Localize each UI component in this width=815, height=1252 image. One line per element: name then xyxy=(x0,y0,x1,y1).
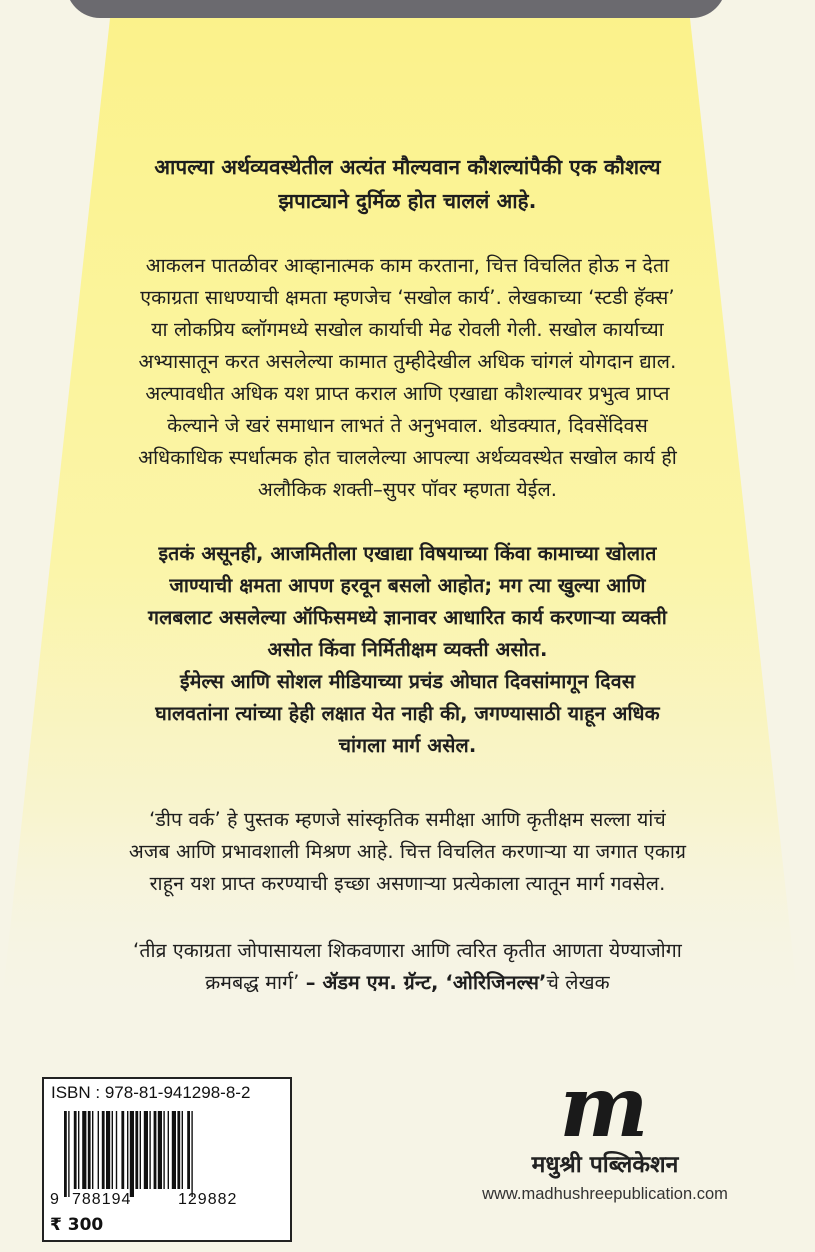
logo-letter: m xyxy=(559,1078,649,1144)
barcode-bar xyxy=(130,1111,134,1197)
text-line: आपल्या अर्थव्यवस्थेतील अत्यंत मौल्यवान कौशल्यांपैकी एक कौशल्य xyxy=(154,155,661,179)
summary-paragraph xyxy=(0,804,815,900)
isbn-label: ISBN : 978-81-941298-8-2 xyxy=(51,1083,251,1102)
description-paragraph xyxy=(0,250,815,506)
barcode-bar xyxy=(177,1111,180,1189)
barcode-bar xyxy=(102,1111,105,1189)
text-line: घालवतांना त्यांच्या हेही लक्षात येत नाही की, जगण्यासाठी याहून अधिक xyxy=(155,702,660,725)
text-line: अभ्यासातून करत असलेल्या कामात तुम्हीदेखील अधिक चांगलं योगदान द्याल. xyxy=(138,350,677,373)
text-line: इतकं असूनही, आजमितीला एखाद्या विषयाच्या किंवा कामाच्या खोलात xyxy=(158,542,657,565)
barcode-bar xyxy=(68,1111,69,1197)
text-line: ईमेल्स आणि सोशल मीडियाच्या प्रचंड ओघात दिवसांमागून दिवस xyxy=(180,670,635,693)
text-line: या लोकप्रिय ब्लॉगमध्ये सखोल कार्याची मेढ रोवली गेली. सखोल कार्याच्या xyxy=(151,318,664,341)
quote-line xyxy=(0,967,815,999)
barcode-sticker xyxy=(42,1077,292,1242)
barcode-bar xyxy=(112,1111,113,1189)
barcode-bar xyxy=(116,1111,117,1189)
intro-paragraph xyxy=(0,150,815,218)
barcode-bar xyxy=(163,1111,164,1189)
barcode-icon xyxy=(64,1111,274,1197)
text-line: केल्याने जे खरं समाधान लाभतं ते अनुभवाल. थोडक्यात, दिवसेंदिवस xyxy=(167,414,648,437)
emphasis-paragraph xyxy=(0,538,815,762)
barcode-bar xyxy=(182,1111,183,1189)
barcode-bar xyxy=(78,1111,79,1189)
barcode-bar xyxy=(149,1111,150,1189)
barcode-bar xyxy=(82,1111,86,1189)
text-line: अजब आणि प्रभावशाली मिश्रण आहे. चित्त विचलित करणाऱ्या या जगात एकाग्र xyxy=(128,840,687,863)
barcode-bar xyxy=(144,1111,148,1189)
quote-attribution: – ॲडम एम. ग्रॅन्ट, ‘ओरिजिनल्स’ xyxy=(305,971,547,994)
lamp-shade xyxy=(66,0,726,18)
barcode-digits-left: 788194 xyxy=(72,1191,132,1208)
text-line: असोत किंवा निर्मितीक्षम व्यक्ती असोत. xyxy=(267,638,548,661)
text-line: अधिकाधिक स्पर्धात्मक होत चाललेल्या आपल्या अर्थव्यवस्थेत सखोल कार्य ही xyxy=(138,446,677,469)
barcode-bar xyxy=(154,1111,157,1189)
text-line: गलबलाट असलेल्या ऑफिसमध्ये ज्ञानावर आधारित कार्य करणाऱ्या व्यक्ती xyxy=(148,606,667,629)
barcode-bar xyxy=(127,1111,128,1189)
barcode-bar xyxy=(64,1111,67,1197)
barcode-bar xyxy=(158,1111,162,1189)
text-line: जाण्याची क्षमता आपण हरवून बसलो आहोत; मग त्या खुल्या आणि xyxy=(169,574,646,597)
barcode-bar xyxy=(98,1111,99,1189)
barcode-bar xyxy=(172,1111,176,1189)
text-line: ‘डीप वर्क’ हे पुस्तक म्हणजे सांस्कृतिक समीक्षा आणि कृतीक्षम सल्ला यांचं xyxy=(149,808,666,831)
text-line: झपाट्याने दुर्मिळ होत चाललं आहे. xyxy=(278,189,537,213)
barcode-bar xyxy=(191,1111,192,1197)
text-line: राहून यश प्राप्त करण्याची इच्छा असणाऱ्या प्रत्येकाला त्यातून मार्ग गवसेल. xyxy=(149,872,666,895)
text-line: अल्पावधीत अधिक यश प्राप्त कराल आणि एखाद्या कौशल्यावर प्रभुत्व प्राप्त xyxy=(145,382,670,405)
quote-line: ‘तीव्र एकाग्रता जोपासायला शिकवणारा आणि त्वरित कृतीत आणता येण्याजोगा xyxy=(133,939,682,962)
barcode-bar xyxy=(121,1111,124,1189)
text-line: आकलन पातळीवर आव्हानात्मक काम करताना, चित्त विचलित होऊ न देता xyxy=(145,254,670,277)
barcode-bar xyxy=(135,1111,138,1189)
barcode-bar xyxy=(106,1111,110,1189)
barcode-bar xyxy=(168,1111,169,1189)
quote-text: क्रमबद्ध मार्ग’ xyxy=(205,971,306,994)
publisher-website: www.madhushreepublication.com xyxy=(482,1185,728,1203)
text-line: चांगला मार्ग असेल. xyxy=(338,734,477,757)
barcode-bar xyxy=(187,1111,190,1189)
publisher-name: मधुश्री पब्लिकेशन xyxy=(531,1152,679,1178)
price-label: ₹ 300 xyxy=(50,1215,104,1235)
barcode-digits-right: 129882 xyxy=(178,1191,238,1208)
barcode-bar xyxy=(140,1111,141,1189)
barcode-bar xyxy=(92,1111,93,1189)
text-line: अलौकिक शक्ती–सुपर पॉवर म्हणता येईल. xyxy=(257,478,558,501)
barcode-bar xyxy=(74,1111,77,1189)
quote-suffix: चे लेखक xyxy=(546,971,610,994)
text-line: एकाग्रता साधण्याची क्षमता म्हणजेच ‘सखोल कार्य’. लेखकाच्या ‘स्टडी हॅक्स’ xyxy=(140,286,675,309)
barcode-bar xyxy=(88,1111,91,1189)
review-quote xyxy=(0,935,815,999)
barcode-digit-first: 9 xyxy=(50,1191,60,1208)
publisher-logo-icon xyxy=(552,1078,656,1144)
